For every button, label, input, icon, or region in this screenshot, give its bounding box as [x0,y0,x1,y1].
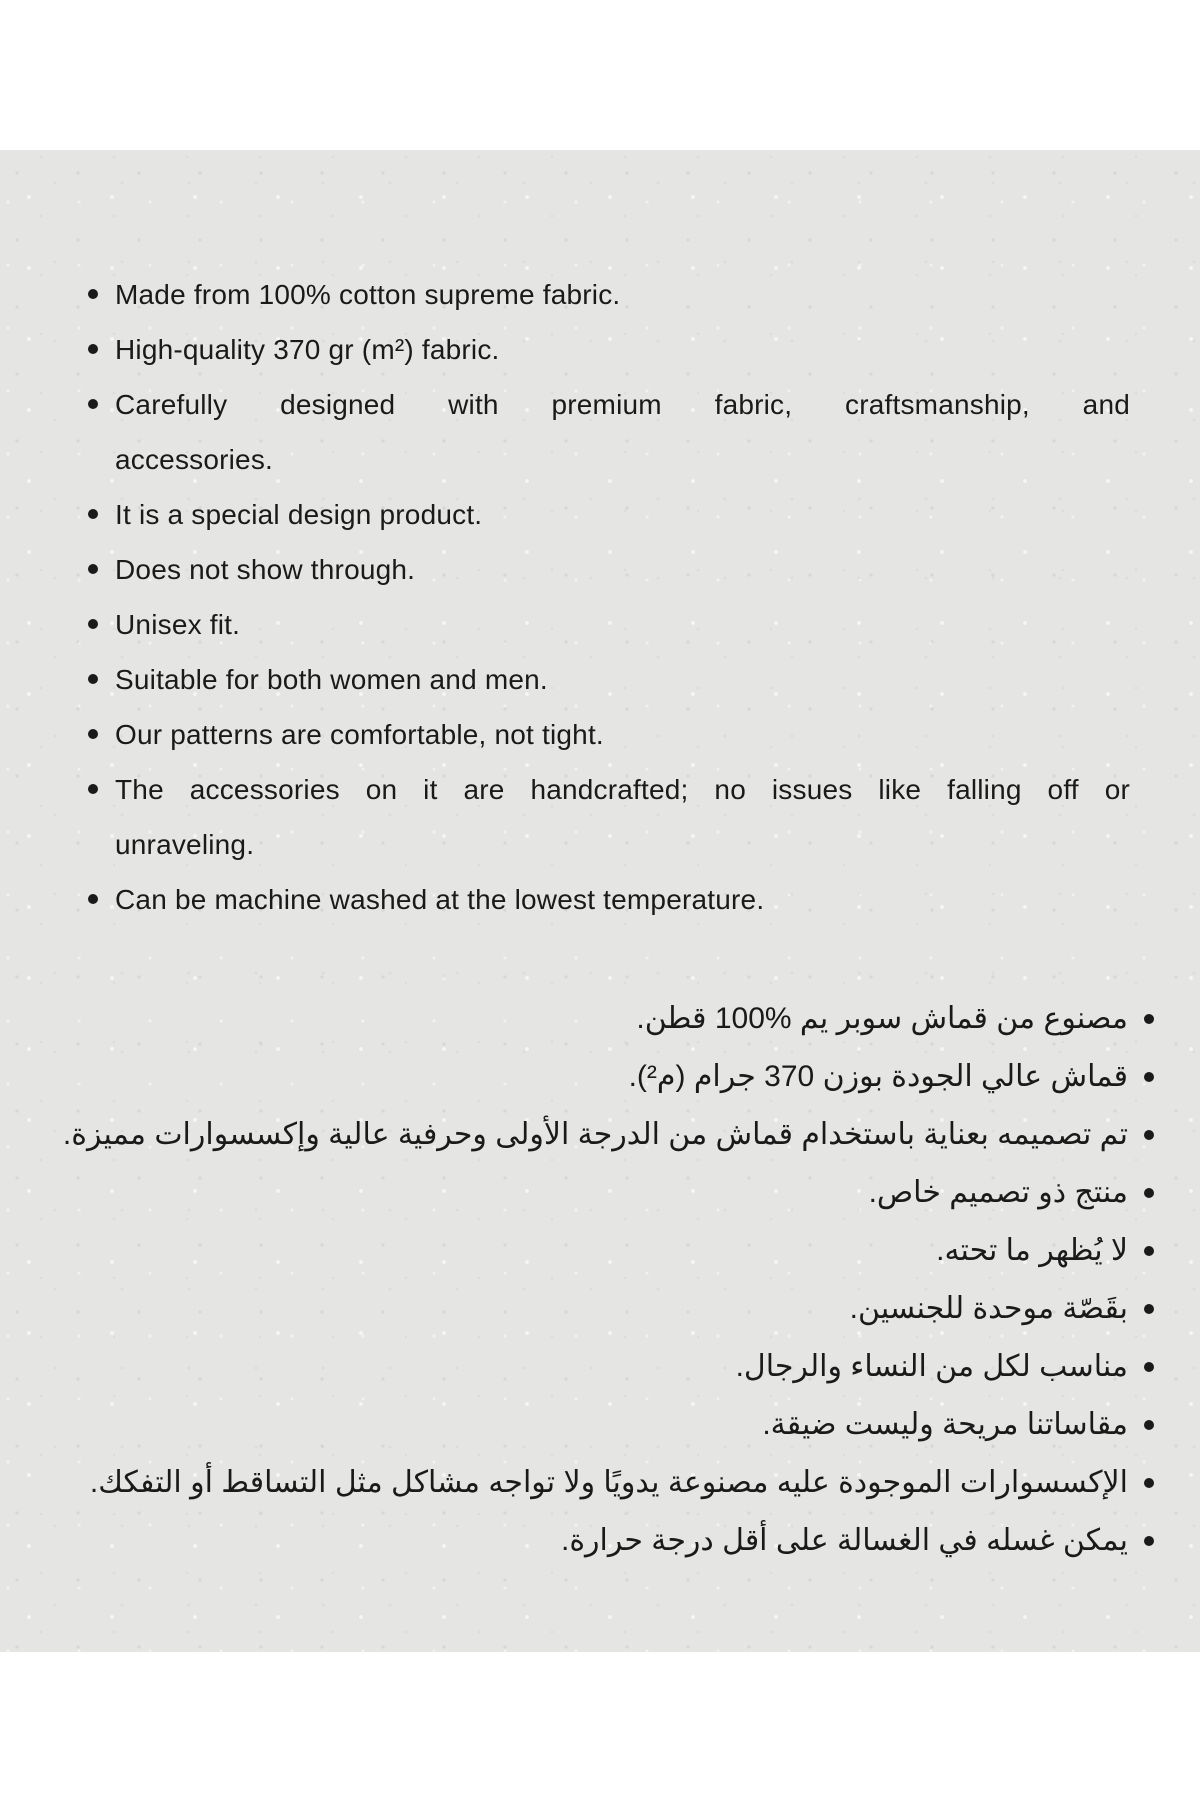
list-item [40,1222,1154,1280]
list-item [85,542,1130,597]
list-item-text: بقَصّة موحدة للجنسين. [849,1292,1128,1325]
list-item [40,1164,1154,1222]
bullet-icon [88,399,98,409]
list-item-text: The accessories on it are handcrafted; no issues like falling off or [115,774,1130,805]
bullet-icon [88,509,98,519]
bullet-icon [1144,1362,1154,1372]
list-item [40,1106,1154,1164]
list-item [85,267,1130,322]
bullet-icon [1144,1478,1154,1488]
list-item-text: Suitable for both women and men. [115,664,548,695]
list-item [85,377,1130,487]
bullet-icon [1144,1014,1154,1024]
list-item-text: Our patterns are comfortable, not tight. [115,719,604,750]
paper-background [0,150,1200,1652]
bullet-icon [88,289,98,299]
list-item-text: يمكن غسله في الغسالة على أقل درجة حرارة. [560,1524,1128,1557]
list-item-text: مقاساتنا مريحة وليست ضيقة. [762,1408,1128,1441]
bullet-icon [88,784,98,794]
list-item-text: Made from 100% cotton supreme fabric. [115,279,621,310]
list-item [40,1048,1154,1106]
list-item [40,1280,1154,1338]
list-item [85,597,1130,652]
list-item-text: High-quality 370 gr (m²) fabric. [115,334,500,365]
bullet-icon [1144,1304,1154,1314]
bullet-icon [1144,1188,1154,1198]
product-description [0,150,1200,1570]
bullet-icon [1144,1246,1154,1256]
bullet-icon [88,344,98,354]
list-item [85,487,1130,542]
bullet-icon [88,674,98,684]
list-item [40,1396,1154,1454]
bullet-icon [88,619,98,629]
english-bullet-list [85,267,1130,927]
arabic-bullet-list [40,990,1154,1570]
list-item-text: Unisex fit. [115,609,241,640]
list-item-text: منتج ذو تصميم خاص. [868,1176,1128,1209]
list-item-text: مناسب لكل من النساء والرجال. [735,1350,1128,1383]
list-item-text: الإكسسوارات الموجودة عليه مصنوعة يدويًا ولا تواجه مشاكل مثل التساقط أو التفكك. [89,1466,1128,1499]
list-item [40,990,1154,1048]
list-item [85,762,1130,872]
list-item [85,322,1130,377]
bullet-icon [88,894,98,904]
list-item [85,707,1130,762]
list-item-text: مصنوع من قماش سوبر يم %100 قطن. [636,1002,1128,1035]
list-item [85,652,1130,707]
list-item [40,1338,1154,1396]
list-item-text: Carefully designed with premium fabric, craftsmanship, and [115,389,1130,420]
bullet-icon [1144,1072,1154,1082]
list-item-text: تم تصميمه بعناية باستخدام قماش من الدرجة الأولى وحرفية عالية وإكسسوارات مميزة. [62,1118,1128,1151]
list-item-text: Can be machine washed at the lowest temperature. [115,884,765,915]
bullet-icon [88,729,98,739]
bullet-icon [1144,1130,1154,1140]
list-item-text: It is a special design product. [115,499,483,530]
list-item-text: Does not show through. [115,554,416,585]
list-item-text: accessories. [115,444,274,475]
list-item-text: لا يُظهر ما تحته. [936,1234,1128,1267]
list-item [40,1454,1154,1512]
list-item-text: قماش عالي الجودة بوزن 370 جرام (م²). [628,1060,1128,1093]
bullet-icon [88,564,98,574]
list-item-text: unraveling. [115,829,255,860]
bullet-icon [1144,1420,1154,1430]
list-item [40,1512,1154,1570]
bullet-icon [1144,1536,1154,1546]
list-item [85,872,1130,927]
